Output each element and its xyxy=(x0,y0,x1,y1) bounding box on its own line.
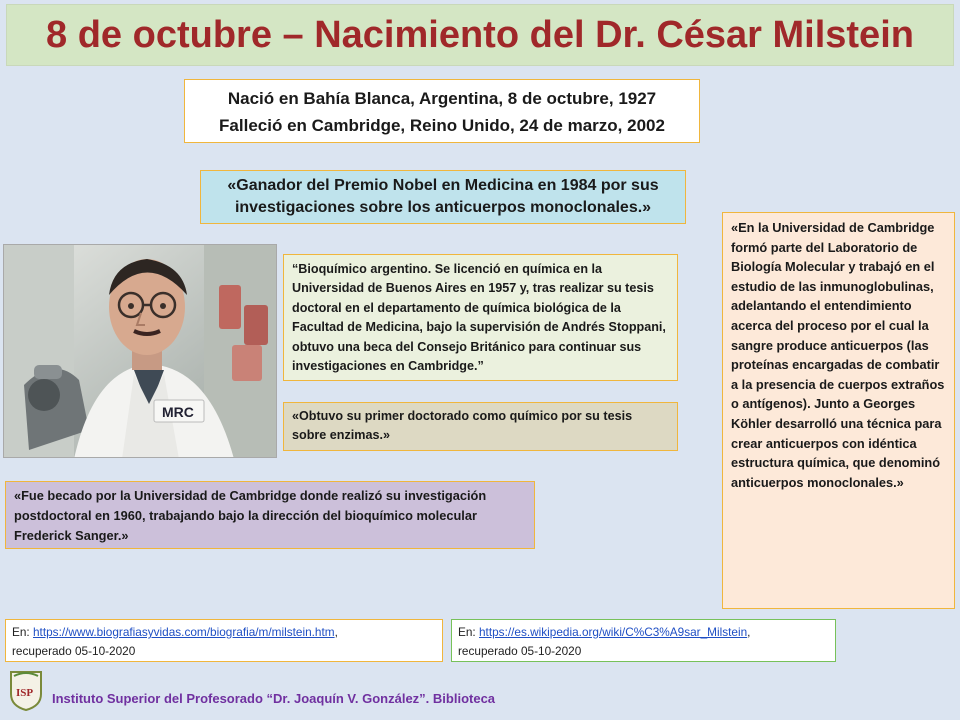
source-retrieved: recuperado 05-10-2020 xyxy=(12,644,136,658)
crest-icon xyxy=(8,668,44,712)
source-prefix: En: xyxy=(458,625,479,639)
source-suffix: , xyxy=(334,625,338,639)
crest-letters: ISP xyxy=(16,687,34,699)
nobel-quote: «Ganador del Premio Nobel en Medicina en 1984 por sus investigaciones sobre los anticuerpos monoclonales.» xyxy=(227,177,659,216)
source-link-wikipedia[interactable]: https://es.wikipedia.org/wiki/C%C3%A9sar_Milstein xyxy=(479,625,748,639)
source-prefix: En: xyxy=(12,625,33,639)
cambridge-quote-box xyxy=(722,212,955,609)
death-line: Falleció en Cambridge, Reino Unido, 24 de marzo, 2002 xyxy=(219,116,665,135)
source-citation-right xyxy=(451,619,836,662)
birth-line: Nació en Bahía Blanca, Argentina, 8 de octubre, 1927 xyxy=(227,89,657,108)
nobel-quote-box xyxy=(200,170,686,224)
institution-logo xyxy=(8,668,44,712)
coat-badge-label: MRC xyxy=(162,404,194,420)
title-banner xyxy=(6,4,954,66)
milstein-photo xyxy=(3,244,277,458)
postdoc-quote-box xyxy=(5,481,535,549)
dates-box xyxy=(184,79,700,143)
source-suffix: , xyxy=(747,625,751,639)
cambridge-quote: «En la Universidad de Cambridge formó parte del Laboratorio de Biología Molecular y trabajó en el estudio de las inmunoglobulinas, adelantando el entendimiento acerca del proceso por el cual la sangre produce anticuerpos (las proteínas encargadas de combatir a la presencia de cuerpos extraños o antígenos). Junto a Georges Köhler desarrolló una técnica para crear anticuerpos con idéntica estructura química, que denominó anticuerpos monoclonales.» xyxy=(731,220,945,490)
doctorate-quote-box xyxy=(283,402,678,451)
bio-quote: “Bioquímico argentino. Se licenció en química en la Universidad de Buenos Aires en 1957 y, tras realizar su tesis doctoral en el departamento de química biológica de la Facultad de Medicina, bajo la supervisión de Andrés Stoppani, obtuvo una beca del Consejo Británico para continuar sus investigaciones en Cambridge.” xyxy=(292,262,666,374)
postdoc-quote: «Fue becado por la Universidad de Cambridge donde realizó su investigación postdoctoral en 1960, trabajando bajo la dirección del bioquímico molecular Frederick Sanger.» xyxy=(14,488,487,543)
footer-institution: Instituto Superior del Profesorado “Dr. Joaquín V. González”. Biblioteca xyxy=(52,691,496,706)
portrait-illustration xyxy=(4,245,277,458)
bio-quote-box xyxy=(283,254,678,381)
source-retrieved: recuperado 05-10-2020 xyxy=(458,644,582,658)
source-link-biografiasyvidas[interactable]: https://www.biografiasyvidas.com/biografia/m/milstein.htm xyxy=(33,625,335,639)
source-citation-left xyxy=(5,619,443,662)
page-title: 8 de octubre – Nacimiento del Dr. César Milstein xyxy=(46,13,914,56)
doctorate-quote: «Obtuvo su primer doctorado como químico por su tesis sobre enzimas.» xyxy=(292,409,633,443)
